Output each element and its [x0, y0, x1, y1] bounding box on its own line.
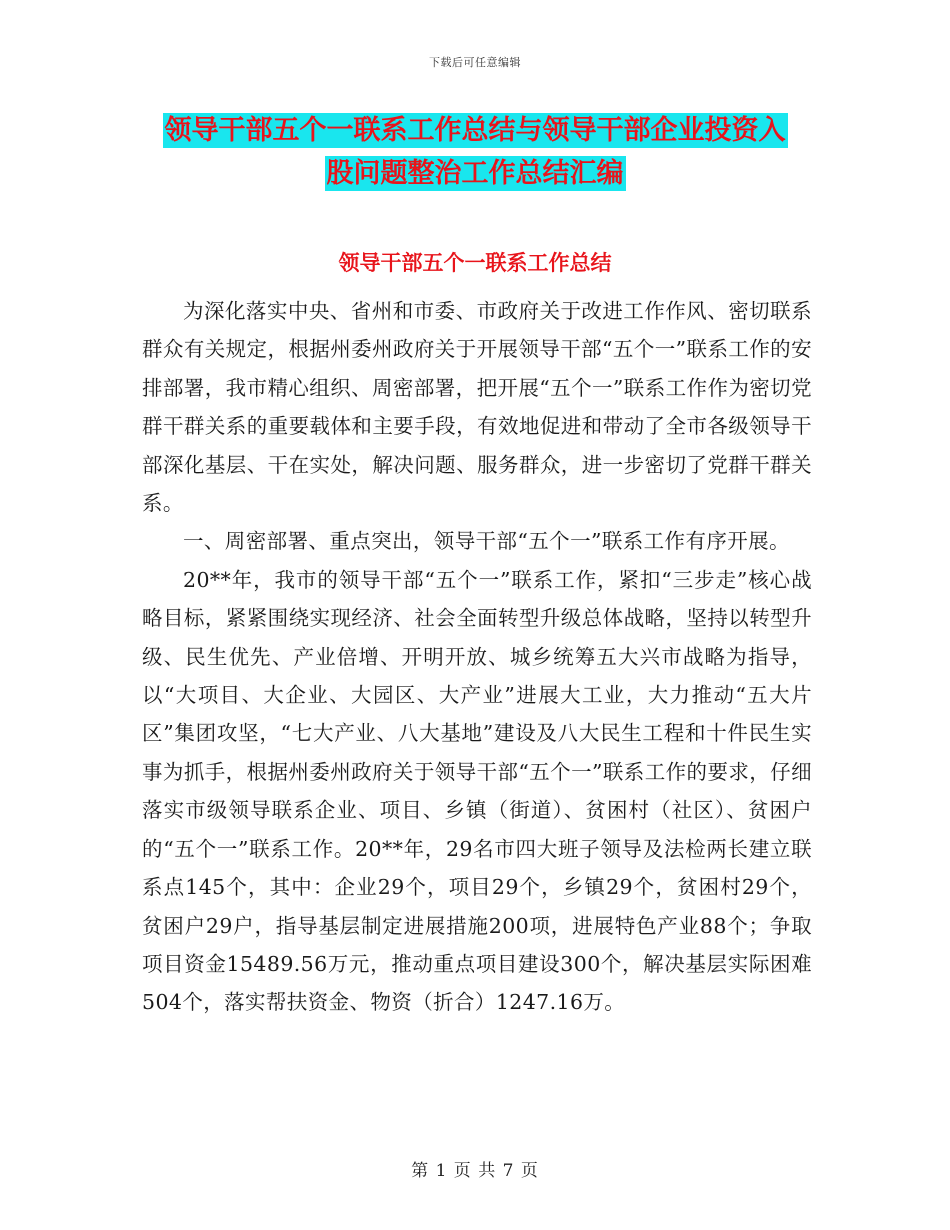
paragraph: 20**年，我市的领导干部“五个一”联系工作，紧扣“三步走”核心战略目标，紧紧围绕实现经济、社会全面转型升级总体战略，坚持以转型升级、民生优先、产业倍增、开明开放、城乡统筹五大兴市战略为指导，以“大项目、大企业、大园区、大产业”进展大工业，大力推动“五大片区”集团攻坚，“七大产业、八大基地”建设及八大民生工程和十件民生实事为抓手，根据州委州政府关于领导干部“五个一”联系工作的要求，仔细落实市级领导联系企业、项目、乡镇（街道）、贫困村（社区）、贫困户的“五个一”联系工作。20**年，29名市四大班子领导及法检两长建立联系点145个，其中：企业29个，项目29个，乡镇29个，贫困村29个，贫困户29户，指导基层制定进展措施200项，进展特色产业88个；争取项目资金15489.56万元，推动重点项目建设300个，解决基层实际困难504个，落实帮扶资金、物资（折合）1247.16万。	[142, 567, 812, 1015]
document-title-text-2: 股问题整治工作总结汇编	[326, 158, 624, 189]
page-footer: 第 1 页 共 7 页	[411, 1161, 539, 1181]
header-note: 下载后可任意编辑	[429, 56, 521, 69]
document-title-line-2	[0, 154, 950, 194]
paragraph: 为深化落实中央、省州和市委、市政府关于改进工作作风、密切联系群众有关规定，根据州委州政府关于开展领导干部“五个一”联系工作的安排部署，我市精心组织、周密部署，把开展“五个一”联系工作作为密切党群干群关系的重要载体和主要手段，有效地促进和带动了全市各级领导干部深化基层、干在实处，解决问题、服务群众，进一步密切了党群干群关系。	[142, 299, 812, 516]
document-body	[142, 292, 812, 1022]
section-title: 领导干部五个一联系工作总结	[338, 251, 612, 275]
document-title-line-1	[0, 111, 950, 151]
paragraph: 一、周密部署、重点突出，领导干部“五个一”联系工作有序开展。	[183, 529, 790, 554]
document-title-text-1: 领导干部五个一联系工作总结与领导干部企业投资入	[164, 115, 786, 146]
